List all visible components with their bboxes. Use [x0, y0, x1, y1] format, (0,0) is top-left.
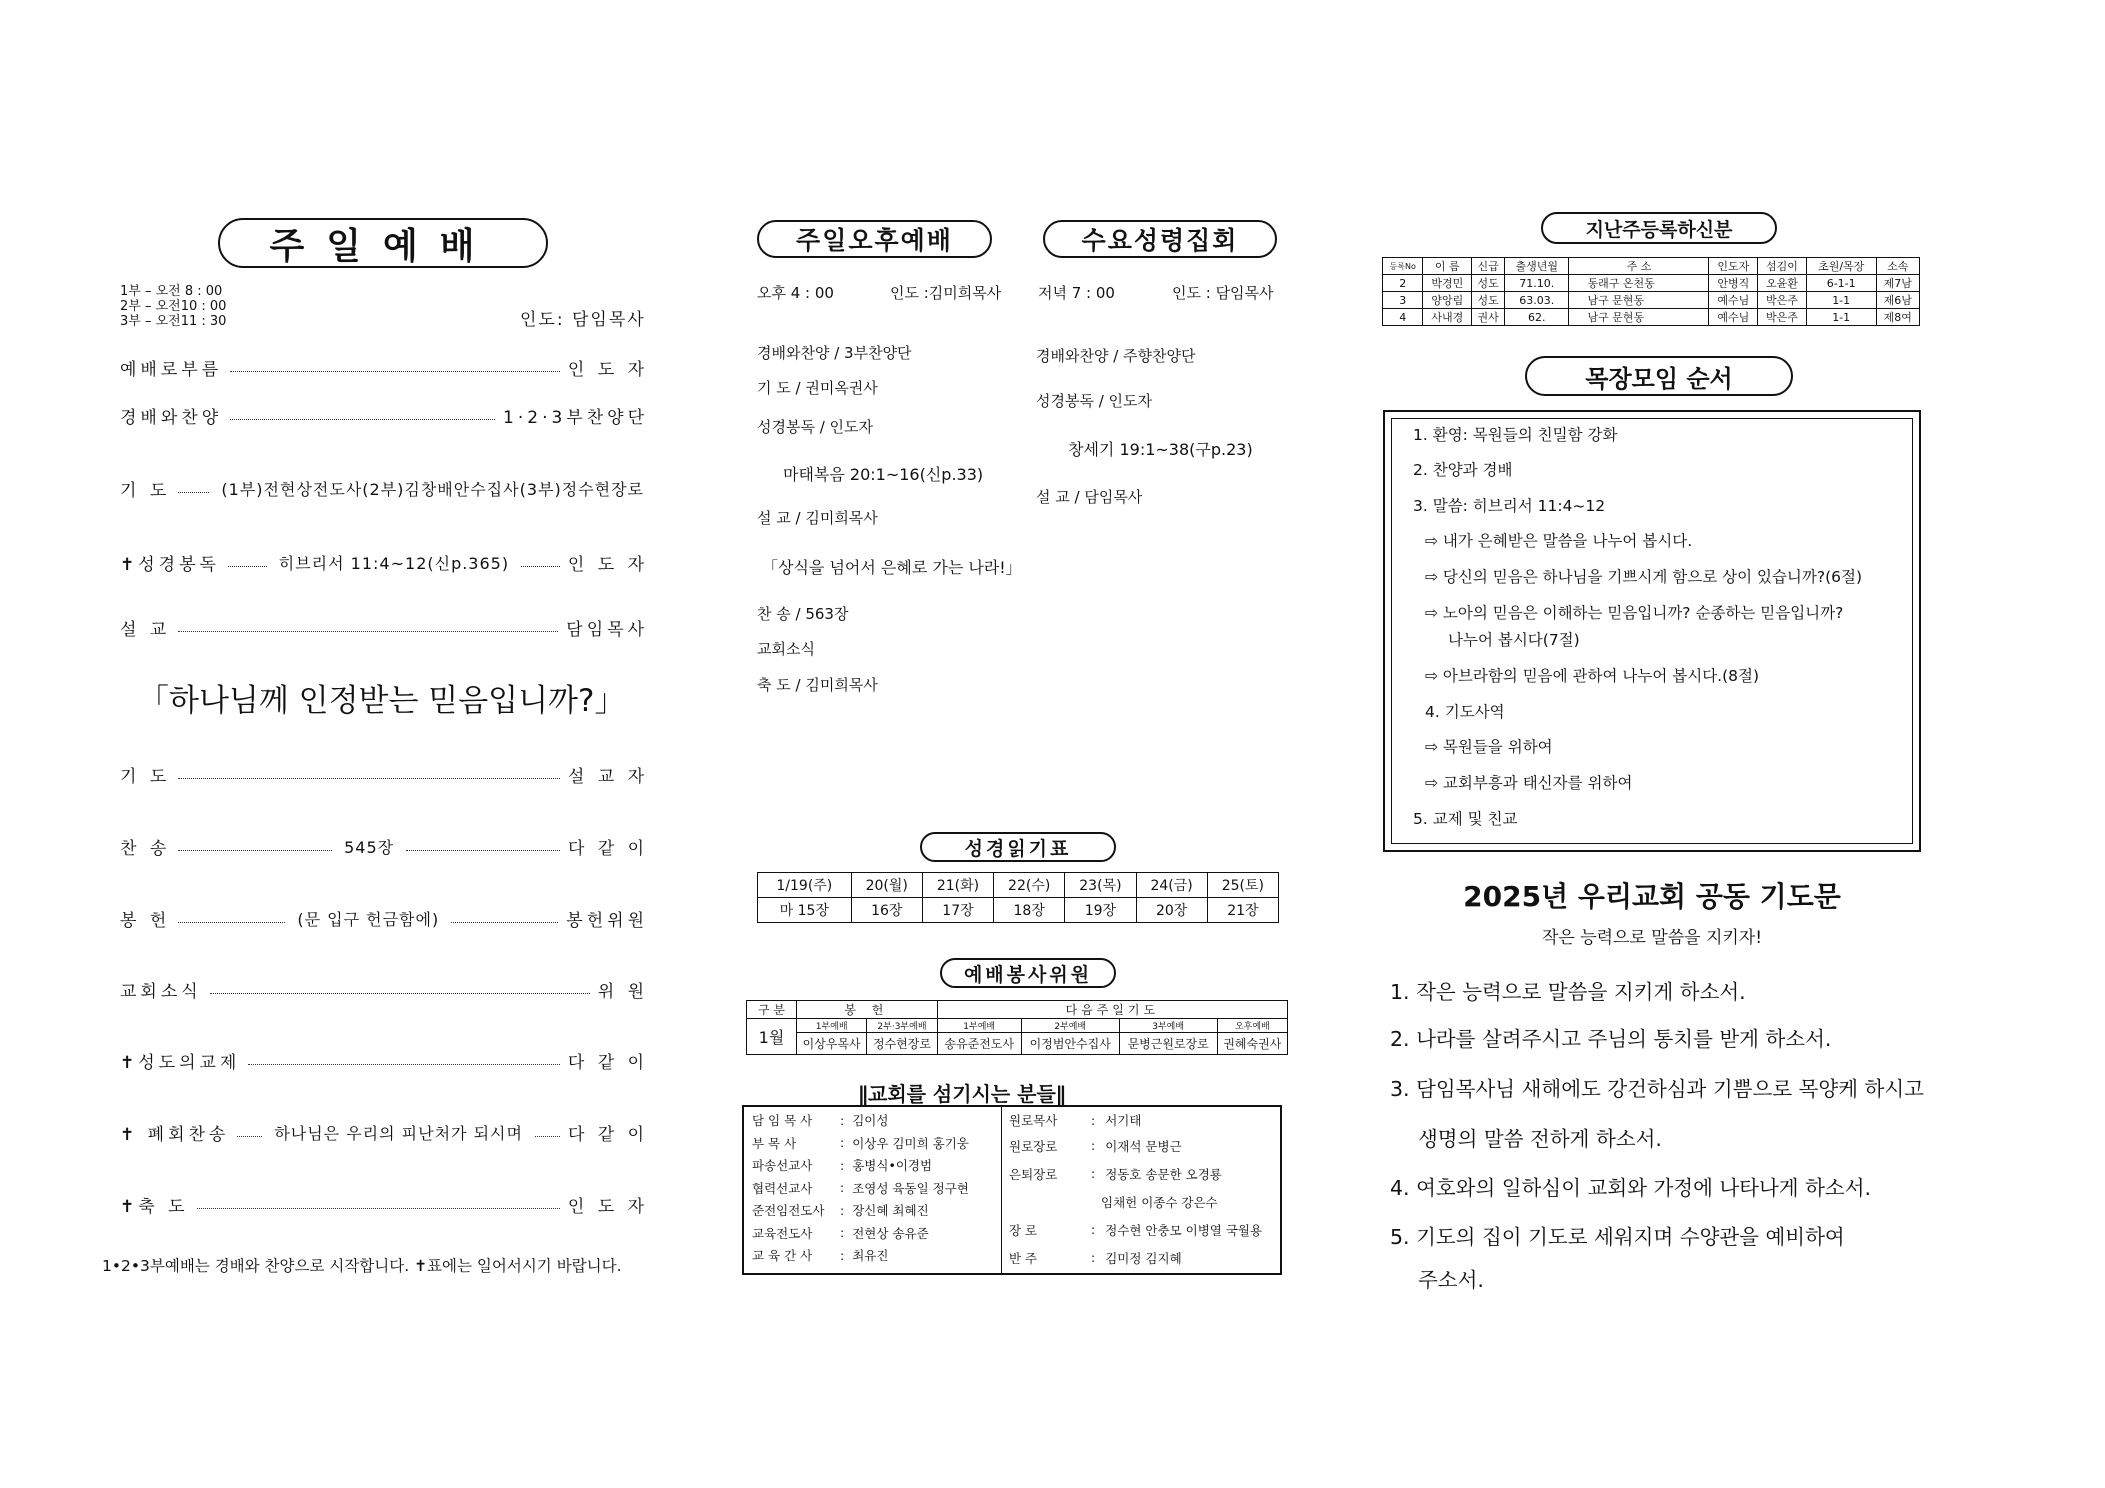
afternoon-line: 교회소식 [757, 640, 815, 658]
order-label: ✝축 도 [120, 1196, 189, 1217]
newcomer-cell: 1-1 [1806, 292, 1876, 309]
newcomer-cell: 박은주 [1758, 292, 1807, 309]
newcomers-header [1383, 258, 1920, 275]
staff-names: 정동호 송문한 오경룡 [1105, 1166, 1222, 1182]
order-row [120, 474, 648, 502]
newcomers-table [1382, 257, 1920, 326]
cell-item: ⇨ 노아의 믿음은 이해하는 믿음입니까? 순종하는 믿음입니까? [1425, 604, 1844, 622]
dotted-leader [178, 850, 332, 851]
staff-line: 원로장로 : 이재석 문병근 [1009, 1138, 1182, 1154]
order-row [120, 1190, 648, 1218]
servant-name: 문병근원로장로 [1119, 1033, 1217, 1055]
newcomer-cell: 박은주 [1758, 309, 1807, 326]
worship-servants-names [747, 1033, 1288, 1055]
bible-day-cell: 21(화) [922, 873, 993, 898]
afternoon-time: 오후 4 : 00 [757, 284, 834, 302]
cell-meeting-title [1525, 356, 1793, 396]
staff-names: 조영성 육동일 정구현 [852, 1180, 969, 1196]
bible-chapter-cell: 19장 [1065, 898, 1136, 923]
order-row [120, 760, 648, 788]
dotted-leader [535, 1136, 560, 1137]
dotted-leader [521, 566, 560, 567]
staff-line [1009, 1188, 1279, 1216]
order-row [120, 975, 648, 1003]
newcomer-cell: 양앙림 [1423, 292, 1472, 309]
staff-names: 이재석 문병근 [1105, 1138, 1182, 1154]
wednesday-leader: 인도 : 담임목사 [1172, 284, 1274, 302]
order-row [120, 1118, 648, 1146]
staff-role: 부 목 사 [752, 1135, 797, 1151]
staff-role: 장 로 [1009, 1222, 1038, 1238]
order-label: 교회소식 [120, 981, 202, 1002]
staff-role: 협력선교사 [752, 1180, 813, 1196]
staff-line: 반 주 : 김미정 김지혜 [1009, 1250, 1182, 1266]
order-row [120, 904, 648, 932]
bible-day-cell: 25(토) [1207, 873, 1278, 898]
staff-names: 김미정 김지혜 [1105, 1250, 1182, 1266]
order-label: 기 도 [120, 480, 171, 501]
wednesday-line: 성경봉독 / 인도자 [1036, 392, 1153, 410]
afternoon-line: 축 도 / 김미희목사 [757, 676, 878, 694]
newcomer-cell: 제7남 [1876, 275, 1919, 292]
prayer-title: 2025년 우리교회 공동 기도문 [1463, 880, 1841, 913]
header-cell: 다음주일기도 [937, 1001, 1287, 1019]
bible-chapter-cell: 17장 [922, 898, 993, 923]
newcomer-cell: 오윤환 [1758, 275, 1807, 292]
newcomer-row [1383, 292, 1920, 309]
afternoon-leader: 인도 :김미희목사 [890, 284, 1002, 302]
bible-reading-days-row [758, 873, 1279, 898]
staff-names: 정수현 안충모 이병열 국월용 [1105, 1222, 1263, 1238]
bible-reading-chapters-row [758, 898, 1279, 923]
staff-line: 교육전도사 : 전현상 송유준 [752, 1225, 929, 1241]
dotted-leader [451, 922, 558, 923]
header-cell: 구 분 [747, 1001, 797, 1019]
newcomer-cell: 63.03. [1505, 292, 1569, 309]
staff-line: 준전임전도사 : 장신혜 최혜진 [752, 1202, 929, 1219]
worship-servants-table [746, 1000, 1288, 1055]
bible-chapter-cell: 16장 [851, 898, 922, 923]
dotted-leader [178, 778, 560, 779]
order-label: 찬 송 [120, 838, 171, 859]
dotted-leader [237, 1136, 262, 1137]
header-cell: 인도자 [1709, 258, 1758, 275]
servant-name: 이상우목사 [797, 1033, 867, 1055]
staff-line: 파송선교사 : 홍병식•이경범 [752, 1157, 933, 1174]
order-person: 인 도 자 [567, 359, 648, 380]
prayer-line: 2. 나라를 살려주시고 주님의 통치를 받게 하소서. [1390, 1027, 1832, 1051]
newcomer-cell: 사내경 [1423, 309, 1472, 326]
subheader-cell: 1부예배 [937, 1019, 1021, 1033]
wednesday-title-text: 수요성령집회 [1081, 226, 1239, 255]
month-cell: 1월 [747, 1019, 797, 1055]
order-detail: 하나님은 우리의 피난처가 되시며 [270, 1121, 527, 1144]
staff-line: 은퇴장로 : 정동호 송문한 오경룡 [1009, 1166, 1222, 1182]
order-person: 1·2·3부찬양단 [503, 407, 648, 428]
staff-role: 은퇴장로 [1009, 1166, 1058, 1182]
staff-left-column [752, 1107, 1002, 1273]
staff-line: 협력선교사 : 조영성 육동일 정구현 [752, 1180, 969, 1196]
staff-names: 임채헌 이종수 강은수 [1101, 1194, 1218, 1210]
newcomers-title-text: 지난주등록하신분 [1585, 218, 1733, 241]
subheader-cell: 오후예배 [1217, 1019, 1287, 1033]
newcomer-cell: 동래구 온천동 [1569, 275, 1709, 292]
staff-names: 김이성 [852, 1113, 889, 1129]
prayer-line: 3. 담임목사님 새해에도 강건하심과 기쁨으로 목양케 하시고 [1390, 1077, 1924, 1101]
wednesday-line: 설 교 / 담임목사 [1036, 488, 1143, 506]
cell-item: 1. 환영: 목원들의 친밀함 강화 [1413, 426, 1618, 444]
time-2: 2부 – 오전10 : 00 [120, 299, 227, 314]
dotted-leader [228, 566, 267, 567]
worship-servants-header [747, 1001, 1288, 1019]
dotted-leader [178, 492, 209, 493]
newcomer-row [1383, 275, 1920, 292]
order-person: 다 같 이 [567, 1124, 649, 1145]
cell-item: 나누어 봅시다(7절) [1448, 631, 1580, 649]
order-person: 다 같 이 [567, 1052, 648, 1073]
header-cell: 초원/목장 [1806, 258, 1876, 275]
newcomer-cell: 성도 [1472, 292, 1505, 309]
dotted-leader [406, 850, 560, 851]
bible-day-cell: 23(목) [1065, 873, 1136, 898]
bible-reading-title [920, 832, 1116, 862]
staff-role: 원로목사 [1009, 1113, 1058, 1129]
subheader-cell: 3부예배 [1119, 1019, 1217, 1033]
afternoon-line: 설 교 / 김미희목사 [757, 509, 878, 527]
staff-names: 홍병식•이경범 [852, 1158, 933, 1174]
sunday-worship-title-text: 주일예배 [269, 225, 497, 267]
order-person: 인 도 자 [567, 554, 648, 575]
afternoon-line: 찬 송 / 563장 [757, 605, 849, 623]
servant-name: 송유준전도사 [937, 1033, 1021, 1055]
worship-servants-subheader [747, 1019, 1288, 1033]
bible-day-cell: 24(금) [1136, 873, 1207, 898]
order-detail: (1부)전현상전도사(2부)김창배안수집사(3부)정수현장로 [217, 477, 648, 500]
prayer-line: 생명의 말씀 전하게 하소서. [1418, 1127, 1662, 1151]
afternoon-title-text: 주일오후예배 [796, 226, 953, 255]
order-label: ✝ 폐회찬송 [120, 1124, 230, 1145]
newcomer-row [1383, 309, 1920, 326]
afternoon-line: 성경봉독 / 인도자 [757, 418, 874, 436]
order-person: 인 도 자 [567, 1196, 648, 1217]
staff-names: 서기태 [1105, 1113, 1142, 1129]
order-person: 담임목사 [566, 619, 648, 640]
staff-role: 반 주 [1009, 1250, 1038, 1266]
staff-line: 교 육 간 사 : 최유진 [752, 1247, 889, 1264]
newcomer-cell: 예수님 [1709, 292, 1758, 309]
header-cell: 섬김이 [1758, 258, 1807, 275]
newcomer-cell: 62. [1505, 309, 1569, 326]
order-label: ✝성도의교제 [120, 1052, 241, 1073]
header-cell: 봉 헌 [797, 1001, 938, 1019]
dotted-leader [197, 1208, 560, 1209]
order-detail: 545장 [340, 835, 398, 858]
subheader-cell: 2부예배 [1021, 1019, 1119, 1033]
order-row [120, 353, 648, 381]
order-row [120, 1046, 648, 1074]
cell-meeting-title-text: 목장모임 순서 [1585, 364, 1733, 393]
header-cell: 소속 [1876, 258, 1919, 275]
staff-title: ∥교회를 섬기시는 분들∥ [858, 1082, 1066, 1106]
bible-reading-table [757, 872, 1279, 923]
staff-names: 이상우 김미희 홍기웅 [852, 1135, 969, 1151]
staff-role: 준전임전도사 [752, 1203, 825, 1219]
bible-chapter-cell: 20장 [1136, 898, 1207, 923]
subheader-cell: 2부·3부예배 [867, 1019, 937, 1033]
time-1: 1부 – 오전 8 : 00 [120, 284, 223, 299]
newcomer-cell: 예수님 [1709, 309, 1758, 326]
order-row [120, 548, 648, 576]
prayer-line: 4. 여호와의 일하심이 교회와 가정에 나타나게 하소서. [1390, 1176, 1872, 1200]
order-detail: 히브리서 11:4~12(신p.365) [275, 551, 513, 574]
newcomer-cell: 6-1-1 [1806, 275, 1876, 292]
newcomer-cell: 3 [1383, 292, 1423, 309]
newcomer-cell: 2 [1383, 275, 1423, 292]
prayer-subtitle: 작은 능력으로 말씀을 지키자! [1541, 928, 1763, 948]
newcomer-cell: 성도 [1472, 275, 1505, 292]
order-label: ✝성경봉독 [120, 554, 220, 575]
staff-line: 원로목사 : 서기태 [1009, 1112, 1142, 1129]
newcomer-cell: 남구 문현동 [1569, 292, 1709, 309]
dotted-leader [248, 1064, 560, 1065]
bible-chapter-cell: 마 15장 [758, 898, 852, 923]
cell-item: 5. 교제 및 친교 [1413, 810, 1518, 828]
dotted-leader [210, 993, 590, 994]
order-row [120, 613, 648, 641]
footnote: 1•2•3부예배는 경배와 찬양으로 시작합니다. ✝표에는 일어서시기 바랍니다. [102, 1257, 622, 1275]
order-label: 봉 헌 [120, 910, 171, 931]
dotted-leader [230, 371, 560, 372]
dotted-leader [230, 419, 495, 420]
cell-item: ⇨ 당신의 믿음은 하나님을 기쁘시게 함으로 상이 있습니까?(6절) [1425, 568, 1863, 586]
cell-item: 2. 찬양과 경배 [1413, 461, 1513, 479]
newcomer-cell: 안병직 [1709, 275, 1758, 292]
bible-chapter-cell: 21장 [1207, 898, 1278, 923]
bible-chapter-cell: 18장 [994, 898, 1065, 923]
dotted-leader [178, 922, 285, 923]
order-label: 설 교 [120, 619, 171, 640]
header-cell: 신급 [1472, 258, 1505, 275]
newcomer-cell: 4 [1383, 309, 1423, 326]
worship-servants-title-text: 예배봉사위원 [963, 963, 1093, 986]
header-cell: 등록No [1383, 258, 1423, 275]
afternoon-line: 기 도 / 권미옥권사 [757, 379, 878, 397]
order-row [120, 401, 648, 429]
servant-name: 이정범안수집사 [1021, 1033, 1119, 1055]
order-person: 위 원 [597, 981, 648, 1002]
order-person: 다 같 이 [567, 838, 649, 859]
prayer-line: 5. 기도의 집이 기도로 세워지며 수양관을 예비하여 [1390, 1225, 1845, 1249]
cell-item: 4. 기도사역 [1425, 703, 1505, 721]
staff-line: 담 임 목 사 : 김이성 [752, 1112, 889, 1129]
time-3: 3부 – 오전11 : 30 [120, 314, 227, 329]
header-cell: 출생년월 [1505, 258, 1569, 275]
sermon-title: 「하나님께 인정받는 믿음입니까?」 [138, 683, 626, 719]
newcomer-cell: 제6남 [1876, 292, 1919, 309]
order-row [120, 832, 648, 860]
order-person: 설 교 자 [567, 766, 648, 787]
prayer-line: 주소서. [1418, 1268, 1484, 1292]
wednesday-line: 경배와찬양 / 주향찬양단 [1036, 347, 1196, 365]
staff-names: 최유진 [852, 1248, 889, 1264]
servant-name: 권혜숙권사 [1217, 1033, 1287, 1055]
cell-item: 3. 말씀: 히브리서 11:4~12 [1413, 497, 1606, 515]
order-person: 봉헌위원 [566, 910, 648, 931]
wednesday-time: 저녁 7 : 00 [1038, 284, 1115, 302]
service-times [120, 284, 226, 329]
bible-day-cell: 1/19(주) [758, 873, 852, 898]
staff-role: 파송선교사 [752, 1158, 813, 1174]
newcomers-title [1541, 212, 1777, 244]
afternoon-line: 경배와찬양 / 3부찬양단 [757, 344, 912, 362]
order-label: 예배로부름 [120, 359, 223, 380]
prayer-line: 1. 작은 능력으로 말씀을 지키게 하소서. [1390, 980, 1746, 1004]
order-label: 기 도 [120, 766, 171, 787]
subheader-cell: 1부예배 [797, 1019, 867, 1033]
staff-role: 교 육 간 사 [752, 1248, 813, 1264]
cell-item: ⇨ 아브라함의 믿음에 관하여 나누어 봅시다.(8절) [1425, 667, 1760, 685]
order-detail: (문 입구 헌금함에) [293, 907, 443, 930]
cell-item: ⇨ 내가 은혜받은 말씀을 나누어 봅시다. [1425, 532, 1693, 550]
sunday-worship-title [218, 218, 548, 268]
wednesday-meeting-title [1043, 220, 1277, 258]
dotted-leader [178, 631, 558, 632]
staff-line: 부 목 사 : 이상우 김미희 홍기웅 [752, 1135, 969, 1151]
newcomer-cell: 권사 [1472, 309, 1505, 326]
bible-reading-title-text: 성경읽기표 [964, 837, 1072, 860]
leader-text: 인도: 담임목사 [520, 310, 646, 330]
header-cell: 주 소 [1569, 258, 1709, 275]
newcomer-cell: 남구 문현동 [1569, 309, 1709, 326]
newcomer-cell: 박경민 [1423, 275, 1472, 292]
cell-item: ⇨ 교회부흥과 태신자를 위하여 [1425, 774, 1633, 792]
staff-box [742, 1105, 1282, 1275]
order-label: 경배와찬양 [120, 407, 223, 428]
staff-names: 장신혜 최혜진 [852, 1203, 929, 1219]
newcomer-cell: 71.10. [1505, 275, 1569, 292]
staff-line: 장 로 : 정수현 안충모 이병열 국월용 [1009, 1222, 1263, 1238]
wednesday-line: 창세기 19:1~38(구p.23) [1068, 440, 1253, 459]
cell-item: ⇨ 목원들을 위하여 [1425, 738, 1553, 756]
staff-right-column [1009, 1107, 1279, 1273]
staff-role: 담 임 목 사 [752, 1113, 813, 1129]
newcomer-cell: 1-1 [1806, 309, 1876, 326]
header-cell: 이 름 [1423, 258, 1472, 275]
afternoon-worship-title [757, 220, 992, 258]
afternoon-line: 마태복음 20:1~16(신p.33) [783, 465, 984, 484]
newcomer-cell: 제8여 [1876, 309, 1919, 326]
bible-day-cell: 22(수) [994, 873, 1065, 898]
worship-servants-title [940, 958, 1116, 988]
bible-day-cell: 20(월) [851, 873, 922, 898]
staff-role: 원로장로 [1009, 1138, 1058, 1154]
staff-role: 교육전도사 [752, 1225, 813, 1241]
afternoon-line: 「상식을 넘어서 은혜로 가는 나라!」 [762, 558, 1022, 577]
servant-name: 정수현장로 [867, 1033, 937, 1055]
staff-names: 전현상 송유준 [852, 1225, 929, 1241]
